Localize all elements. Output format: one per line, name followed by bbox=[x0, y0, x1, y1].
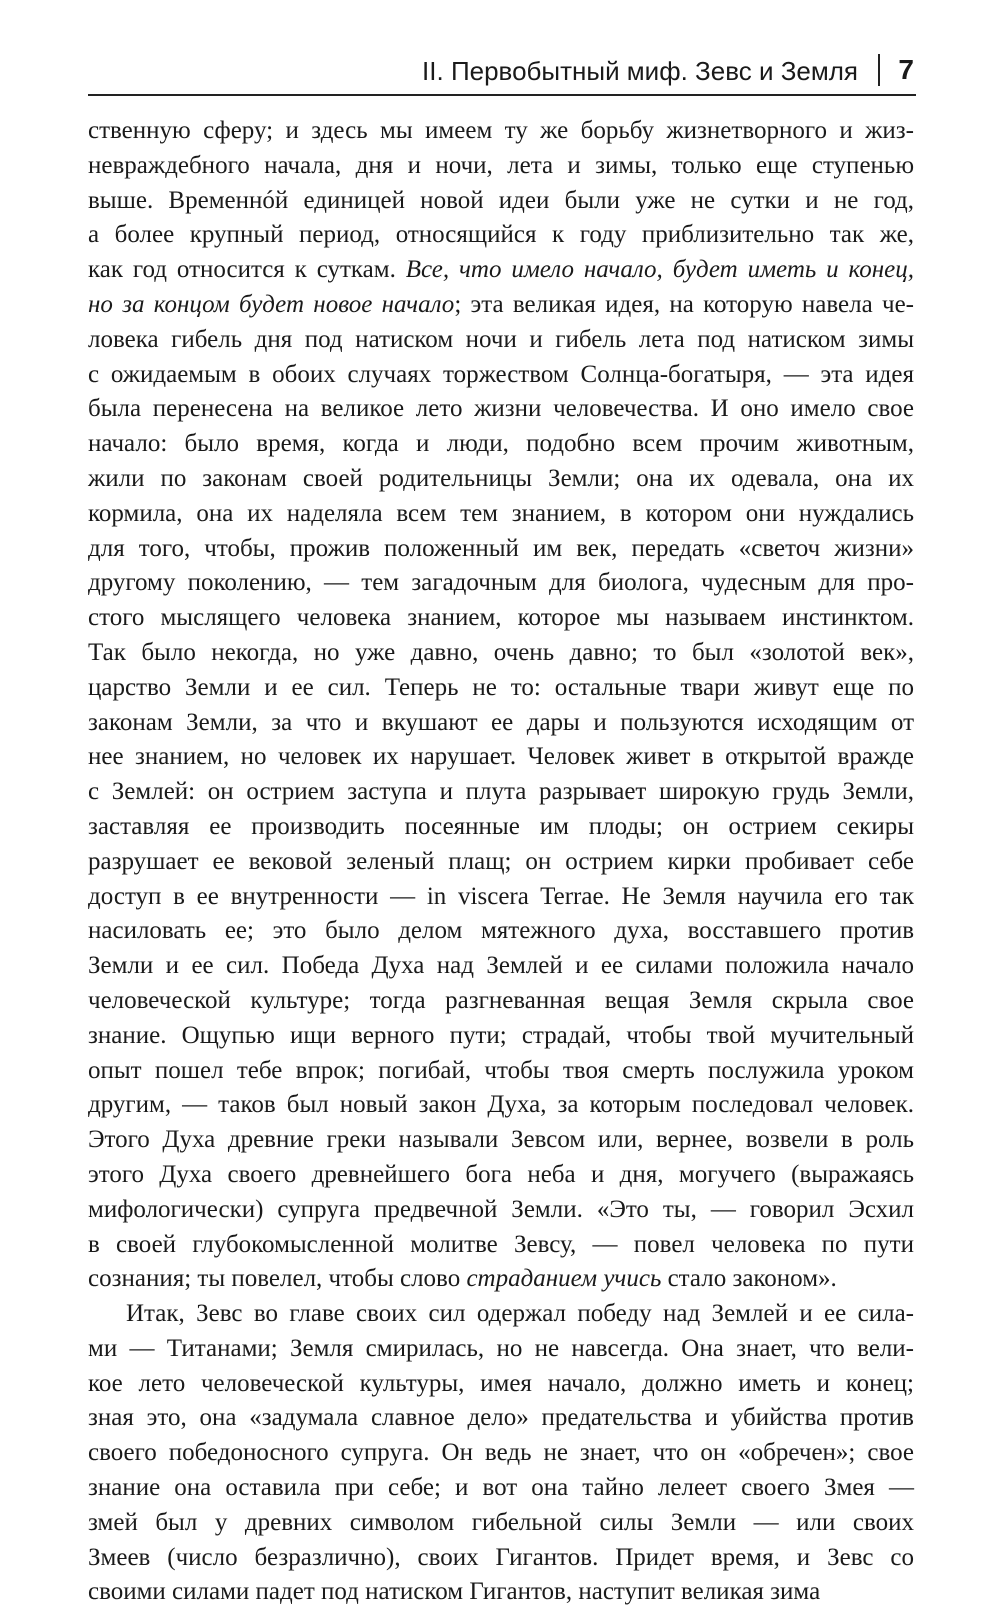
text-line bbox=[88, 1575, 914, 1610]
text-segment: своими силами падет под натиском Гигантов, наступит великая зима bbox=[88, 1578, 821, 1606]
text-segment: другим, — таков был новый закон Духа, за которым последовал человек. bbox=[88, 1091, 914, 1119]
text-segment: для того, чтобы, прожив положенный им век, передать «светоч жизни» bbox=[88, 534, 914, 562]
text-segment: невраждебного начала, дня и ночи, лета и зимы, только еще ступенью bbox=[88, 151, 914, 179]
text-line bbox=[88, 1228, 914, 1263]
text-line bbox=[88, 1019, 914, 1054]
text-segment: стого мыслящего человека знанием, которое мы называем инстинктом. bbox=[88, 604, 914, 632]
text-segment: Змеев (число безразлично), своих Гигантов. Придет время, и Зевс со bbox=[88, 1543, 914, 1571]
text-segment: начало: было время, когда и люди, подобно всем прочим животным, bbox=[88, 430, 914, 458]
text-line bbox=[88, 1367, 914, 1402]
text-segment: другому поколению, — тем загадочным для биолога, чудесным для про- bbox=[88, 569, 914, 597]
chapter-title: II. Первобытный миф. Зевс и Земля bbox=[422, 56, 858, 86]
text-segment: Так было некогда, но уже давно, очень давно; то был «золотой век», bbox=[88, 638, 914, 666]
text-segment: опыт пошел тебе впрок; погибай, чтобы твоя смерть послужила уроком bbox=[88, 1056, 914, 1084]
text-line bbox=[88, 1436, 914, 1471]
text-line bbox=[88, 427, 914, 462]
text-line bbox=[88, 706, 914, 741]
text-line bbox=[88, 601, 914, 636]
text-segment: разрушает ее вековой зеленый плащ; он острием кирки пробивает себе bbox=[88, 847, 914, 875]
text-line bbox=[88, 288, 914, 323]
text-line bbox=[88, 358, 914, 393]
text-segment: своего победоносного супруга. Он ведь не знает, что он «обречен»; свое bbox=[88, 1439, 914, 1467]
header-separator bbox=[878, 54, 880, 86]
text-line bbox=[88, 1506, 914, 1541]
text-segment: кое лето человеческой культуры, имея начало, должно иметь и конец; bbox=[88, 1369, 914, 1397]
text-line bbox=[88, 636, 914, 671]
text-segment: насиловать ее; это было делом мятежного духа, восставшего против bbox=[88, 917, 914, 945]
text-segment: стало законом». bbox=[661, 1265, 837, 1293]
text-line bbox=[88, 949, 914, 984]
text-line bbox=[88, 532, 914, 567]
text-segment: ; эта великая идея, на которую навела че- bbox=[454, 290, 914, 318]
text-segment: доступ в ее внутренности — in viscera Terrae. Не Земля научила его так bbox=[88, 882, 914, 910]
text-line bbox=[88, 184, 914, 219]
text-segment: ми — Титанами; Земля смирилась, но не навсегда. Она знает, что вели- bbox=[88, 1334, 914, 1362]
text-segment: Земли и ее сил. Победа Духа над Землей и ее силами положила начало bbox=[88, 952, 914, 980]
text-line bbox=[88, 1541, 914, 1576]
text-line bbox=[88, 566, 914, 601]
text-segment: мифологически) супруга предвечной Земли. «Это ты, — говорил Эсхил bbox=[88, 1195, 914, 1223]
text-line bbox=[88, 1401, 914, 1436]
text-segment: как год относится к суткам. bbox=[88, 256, 406, 284]
text-line bbox=[88, 1158, 914, 1193]
text-line bbox=[88, 149, 914, 184]
text-line bbox=[88, 218, 914, 253]
body-text bbox=[88, 114, 914, 1610]
text-segment: Этого Духа древние греки называли Зевсом или, вернее, возвели в роль bbox=[88, 1126, 914, 1154]
page-number: 7 bbox=[898, 54, 914, 85]
text-segment: этого Духа своего древнейшего бога неба и дня, могучего (выражаясь bbox=[88, 1160, 914, 1188]
text-line bbox=[88, 880, 914, 915]
text-segment: ловека гибель дня под натиском ночи и гибель лета под натиском зимы bbox=[88, 325, 914, 353]
text-segment: была перенесена на великое лето жизни человечества. И оно имело свое bbox=[88, 395, 914, 423]
text-line bbox=[88, 1332, 914, 1367]
text-segment: человеческой культуре; тогда разгневанная вещая Земля скрыла свое bbox=[88, 986, 914, 1014]
text-line bbox=[88, 462, 914, 497]
text-line bbox=[88, 1297, 914, 1332]
text-line bbox=[88, 845, 914, 880]
text-line bbox=[88, 1088, 914, 1123]
text-segment: нее знанием, но человек их нарушает. Человек живет в открытой вражде bbox=[88, 743, 914, 771]
text-line bbox=[88, 1471, 914, 1506]
text-line bbox=[88, 114, 914, 149]
text-segment: Итак, Зевс во главе своих сил одержал победу над Землей и ее сила- bbox=[126, 1300, 914, 1328]
text-line bbox=[88, 810, 914, 845]
text-line bbox=[88, 497, 914, 532]
text-line bbox=[88, 775, 914, 810]
text-segment: царство Земли и ее сил. Теперь не то: остальные твари живут еще по bbox=[88, 673, 914, 701]
text-segment: жили по законам своей родительницы Земли; она их одевала, она их bbox=[88, 464, 914, 492]
text-segment: в своей глубокомысленной молитве Зевсу, — повел человека по пути bbox=[88, 1230, 914, 1258]
text-segment: кормила, она их наделяла всем тем знанием, в котором они нуждались bbox=[88, 499, 914, 527]
text-line bbox=[88, 984, 914, 1019]
text-segment: ственную сферу; и здесь мы имеем ту же борьбу жизнетворного и жиз- bbox=[88, 117, 914, 144]
text-segment: знание она оставила при себе; и вот она тайно лелеет своего Змея — bbox=[88, 1474, 914, 1502]
italic-segment: Все, что имело начало, будет иметь и конец, bbox=[405, 256, 915, 284]
text-segment: зная это, она «задумала славное дело» предательства и убийства против bbox=[88, 1404, 914, 1432]
text-line bbox=[88, 392, 914, 427]
text-segment: а более крупный период, относящийся к году приблизительно так же, bbox=[88, 221, 914, 249]
text-line bbox=[88, 740, 914, 775]
text-segment: с Землей: он острием заступа и плута разрывает широкую грудь Земли, bbox=[88, 778, 914, 806]
text-line bbox=[88, 671, 914, 706]
text-segment: с ожидаемым в обоих случаях торжеством Солнца-богатыря, — эта идея bbox=[88, 360, 914, 388]
italic-segment: но за концом будет новое начало bbox=[88, 290, 455, 318]
text-line bbox=[88, 323, 914, 358]
italic-segment: страданием учись bbox=[466, 1265, 662, 1293]
text-segment: сознания; ты повелел, чтобы слово bbox=[88, 1265, 467, 1293]
text-segment: змей был у древних символом гибельной силы Земли — или своих bbox=[88, 1508, 914, 1536]
text-line bbox=[88, 1193, 914, 1228]
text-segment: заставляя ее производить посеянные им плоды; он острием секиры bbox=[88, 812, 914, 840]
text-segment: выше. Временнóй единицей новой идеи были уже не сутки и не год, bbox=[88, 186, 914, 214]
text-segment: знание. Ощупью ищи верного пути; страдай, чтобы твой мучительный bbox=[88, 1021, 914, 1049]
text-line bbox=[88, 1054, 914, 1089]
running-header bbox=[88, 50, 916, 96]
text-line bbox=[88, 1123, 914, 1158]
text-line bbox=[88, 1262, 914, 1297]
text-line bbox=[88, 914, 914, 949]
text-segment: законам Земли, за что и вкушают ее дары и пользуются исходящим от bbox=[88, 708, 914, 736]
text-line bbox=[88, 253, 914, 288]
